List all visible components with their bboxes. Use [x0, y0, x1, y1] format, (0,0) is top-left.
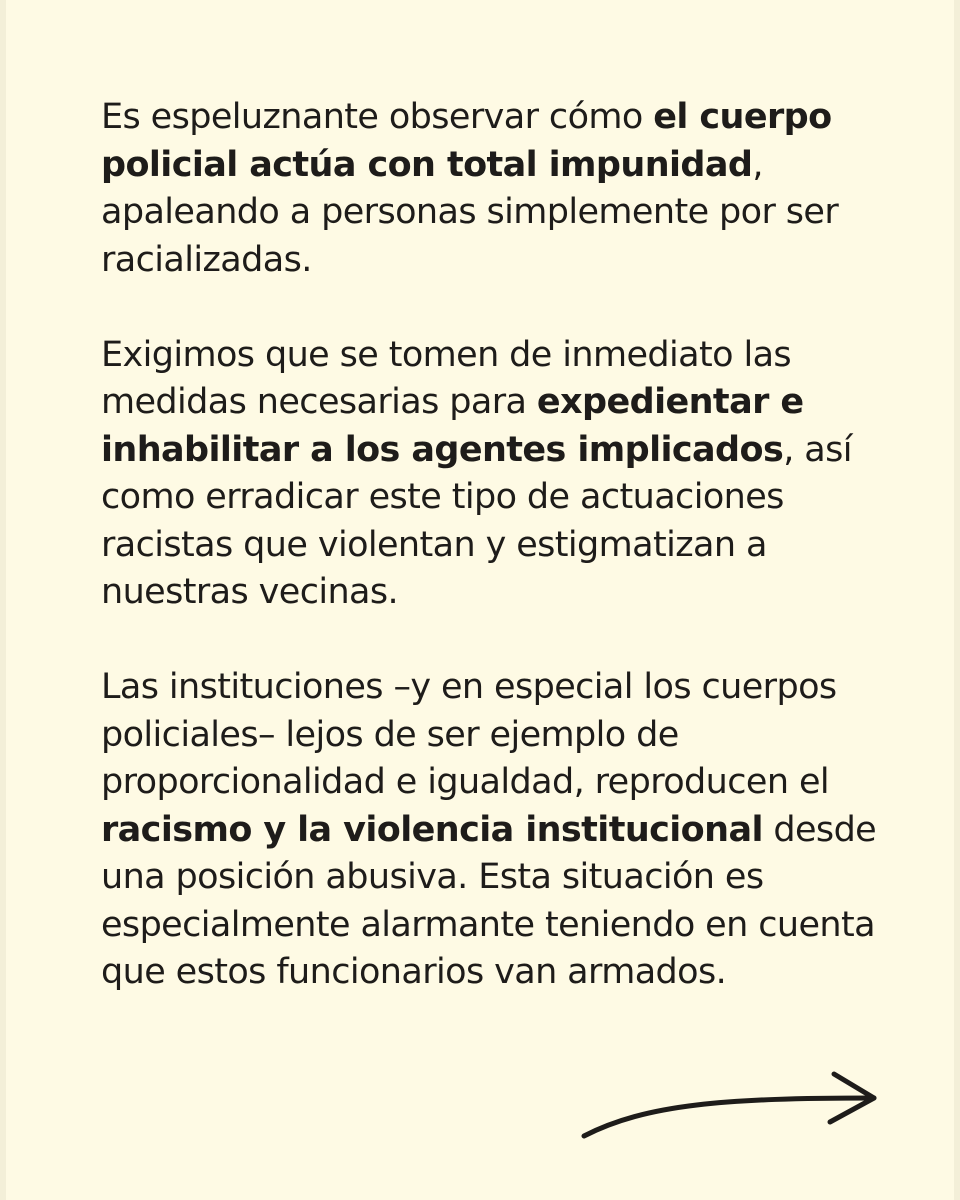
paragraph-text: Las instituciones –y en especial los cuerpos policiales– lejos de ser ejemplo de proporcionalidad e igualdad, reproducen el — [101, 667, 837, 802]
paragraph-1 — [101, 94, 901, 284]
paragraph-text: Es espeluznante observar cómo — [101, 97, 654, 137]
paragraph-text: desde una posición abusiva. Esta situación es especialmente alarmante teniendo en cuenta que estos funcionarios van armados. — [101, 809, 877, 992]
paragraph-3 — [101, 664, 901, 997]
highlight-text: expedientar e inhabilitar a los agentes implicados — [101, 382, 804, 470]
paragraph-2 — [101, 332, 901, 617]
highlight-text: el cuerpo policial actúa con total impunidad — [101, 97, 832, 185]
highlight-text: racismo y la violencia institucional — [101, 809, 763, 850]
paragraph-text: , apaleando a personas simplemente por ser racializadas. — [101, 144, 839, 280]
arrow-right-icon[interactable] — [576, 1060, 886, 1150]
paragraph-text: , así como erradicar este tipo de actuaciones racistas que violentan y estigmatizan a nuestras vecinas. — [101, 429, 852, 612]
statement-text — [101, 94, 901, 997]
paragraph-text: Exigimos que se tomen de inmediato las medidas necesarias para — [101, 334, 792, 422]
